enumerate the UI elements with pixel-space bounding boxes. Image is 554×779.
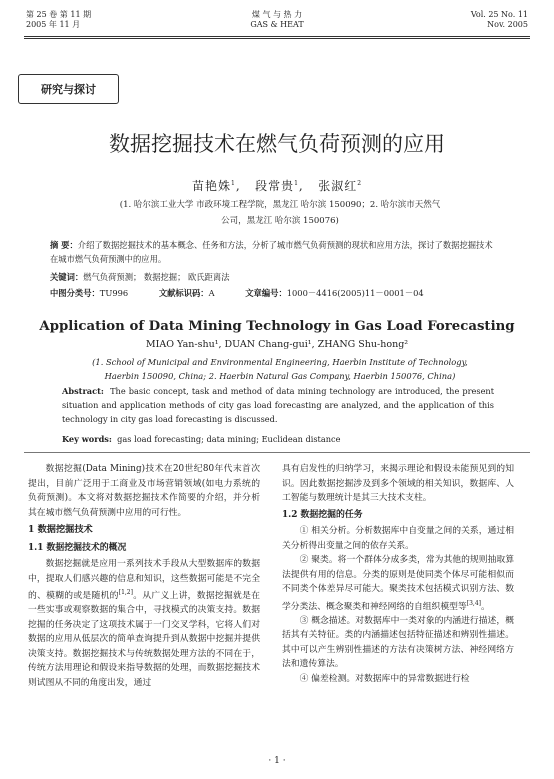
task-item-2-part-a: ② 聚类。将一个群体分成多类，常为其他的规则抽取算法提供有用的信息。分类的原则是使同类个体尽可能相似而不同类个体差异尽可能大。聚类技术包括模式识别方法、数学分类法、概念聚类和神经网络的自组织模型等 xyxy=(282,555,514,612)
affiliations-zh xyxy=(60,197,500,229)
doc-code: A xyxy=(208,288,215,298)
author-1-affil: 1 xyxy=(230,180,236,187)
clc-label: 中图分类号： xyxy=(50,288,100,298)
author-2-affil: 1 xyxy=(294,180,299,187)
journal-volume-info xyxy=(26,10,166,30)
abstract-en-label: Abstract: xyxy=(62,386,104,396)
abstract-text: 介绍了数据挖掘技术的基本概念、任务和方法，分析了城市燃气负荷预测的现状和应用方法，探讨了数据挖掘技术在城市燃气负荷预测中的应用。 xyxy=(50,240,493,264)
section-heading-1: 1 数据挖掘技术 xyxy=(28,524,93,535)
paragraph-1-1-part-a: 数据挖掘就是应用一系列技术手段从大型数据库的数据中，提取人们感兴趣的信息和知识，这些数据可能是不完全的、模糊的或是随机的 xyxy=(28,559,260,601)
header-rule xyxy=(24,36,530,37)
affiliation-en-line-1: (1. School of Municipal and Environmental Engineering, Haerbin Institute of Technology, xyxy=(92,357,468,367)
article-number-label: 文章编号： xyxy=(245,288,287,298)
affiliation-line-2: 公司，黑龙江 哈尔滨 150076) xyxy=(221,216,339,226)
section-tag-label: 研究与探讨 xyxy=(41,83,96,96)
journal-name xyxy=(190,10,364,30)
task-item-4: ④ 偏差检测。对数据库中的异常数据进行检 xyxy=(299,673,470,684)
author-2: 段常贵 xyxy=(255,179,295,193)
citation-1-2: [1,2] xyxy=(118,589,133,596)
author-3-affil: 2 xyxy=(357,180,363,187)
keywords-en-text: gas load forecasting; data mining; Euclidean distance xyxy=(117,434,341,444)
journal-name-zh: 煤 气 与 热 力 xyxy=(251,10,303,19)
article-number: 1000－4416(2005)11－0001－04 xyxy=(286,288,424,298)
clc-number: TU996 xyxy=(99,288,129,298)
authors-zh: 苗艳姝$^1$, 段常贵$^1$, 张淑红$^2$ xyxy=(191,179,363,193)
paragraph-continued: 具有启发性的归纳学习，来揭示理论和假设未能预见到的知识。因此数据挖掘涉及到多个领域的相关知识，数据库、人工智能与数理统计是其三大技术支柱。 xyxy=(282,464,514,503)
keywords-zh xyxy=(50,270,495,284)
abstract-divider xyxy=(24,452,530,453)
keywords-en-label: Key words: xyxy=(62,434,112,444)
title-zh: 数据挖掘技术在燃气负荷预测的应用 xyxy=(109,132,445,156)
section-tag xyxy=(18,74,119,104)
abstract-zh xyxy=(50,238,495,266)
authors-en: MIAO Yan-shu¹, DUAN Chang-gui¹, ZHANG Shu-hong² xyxy=(145,339,409,350)
citation-3-4: [3,4] xyxy=(466,599,481,607)
paragraph-1-1 xyxy=(28,557,260,690)
journal-name-en: GAS & HEAT xyxy=(250,20,304,29)
intro-paragraph: 数据挖掘(Data Mining)技术在20世纪80年代末首次提出，目前广泛用于工商业及市场营销领域(如电力系统的负荷预测)。本文将对数据挖掘技术作简要的介绍，并分析其在城市燃气负荷预测中应用的可行性。 xyxy=(28,464,260,518)
task-item-1: ① 相关分析。分析数据库中自变量之间的关系，通过相关分析得出变量之间的依存关系。 xyxy=(282,526,514,551)
abstract-en xyxy=(62,384,494,426)
doc-code-label: 文献标识码： xyxy=(158,288,209,298)
abstract-label: 摘 要： xyxy=(50,240,78,250)
subsection-heading-1-2: 1.2 数据挖掘的任务 xyxy=(282,509,363,520)
volume-issue: 第 25 卷 第 11 期 xyxy=(26,10,92,19)
header-rule-2 xyxy=(24,38,530,39)
affiliation-en-line-2: Haerbin 150090, China; 2. Haerbin Natural Gas Company, Haerbin 150076, China) xyxy=(104,371,456,381)
issue-date: 2005 年 11 月 xyxy=(26,20,81,29)
keywords-label: 关键词： xyxy=(50,272,84,282)
paragraph-1-1-part-b: 。从广义上讲，数据挖掘就是在一些实事或观察数据的集合中，寻找模式的决策支持。数据挖掘的任务决定了这项技术属于一门交叉学科，它将人们对数据的应用从低层次的简单查询提升到从数据中挖掘并提供决策支持。数据挖掘技术与传统数据处理方法的不同在于，传统方法用理论和假设来指导数据的处理，而数据挖掘技术则试图从不同的角度出发，通过 xyxy=(28,590,260,688)
classification-line xyxy=(50,286,495,300)
issue-date-en: Nov. 2005 xyxy=(487,20,528,29)
affiliation-line-1: (1. 哈尔滨工业大学 市政环境工程学院，黑龙江 哈尔滨 150090；2. 哈尔滨市天然气 xyxy=(119,200,441,210)
subsection-heading-1-1: 1.1 数据挖掘技术的概况 xyxy=(28,542,127,553)
task-item-2-part-b: 。 xyxy=(480,601,490,612)
body-column-right xyxy=(282,462,514,686)
author-3: 张淑红 xyxy=(318,179,358,193)
title-en: Application of Data Mining Technology in Gas Load Forecasting xyxy=(39,319,515,334)
affiliations-en xyxy=(60,355,500,383)
journal-volume-info-en xyxy=(400,10,528,30)
abstract-en-text: The basic concept, task and method of data mining technology are introduced, the present situation and application methods of city gas load forecasting are analyzed, and the application of this technology in city gas load forecasting is discussed. xyxy=(62,386,494,424)
task-item-2 xyxy=(282,553,514,614)
body-column-left xyxy=(28,462,260,690)
volume-issue-en: Vol. 25 No. 11 xyxy=(470,10,528,19)
page-number: · 1 · xyxy=(268,756,286,766)
task-item-3: ③ 概念描述。对数据库中一类对象的内涵进行描述，概括其有关特征。类的内涵描述包括特征描述和辨别性描述。其中可以产生辨别性描述的方法有决策树方法、神经网络方法和遗传算法。 xyxy=(282,615,514,670)
author-1: 苗艳姝 xyxy=(191,179,231,193)
keywords-text: 燃气负荷预测； 数据挖掘； 欧氏距离法 xyxy=(83,272,230,282)
keywords-en xyxy=(62,432,494,446)
